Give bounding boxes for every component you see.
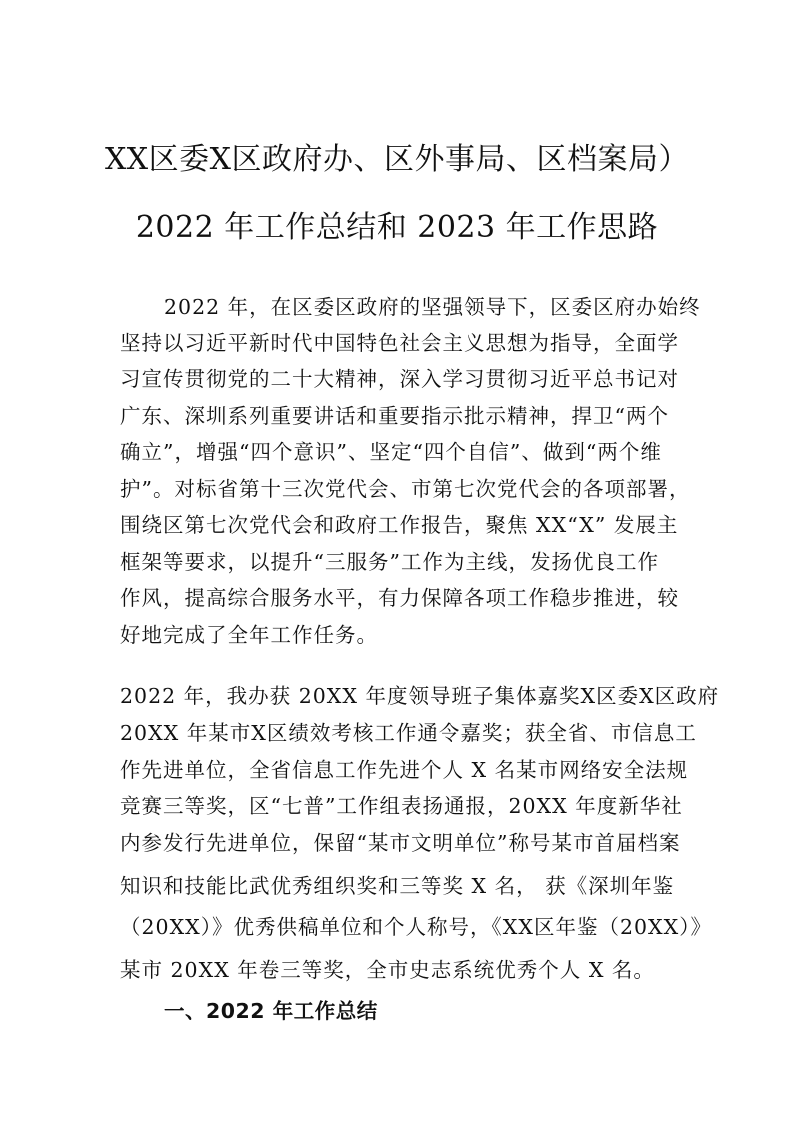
paragraph-line: （20XX）》优秀供稿单位和个人称号，《XX区年鉴（20XX）》 [120,915,712,939]
paragraph-line: 作先进单位，全省信息工作先进个人 X 名某市网络安全法规 [120,758,689,782]
paragraph-line: 2022 年，我办获 20XX 年度领导班子集体嘉奖X区委X区政府 [120,684,720,708]
paragraph-line: 作风，提高综合服务水平，有力保障各项工作稳步推进，较 [120,586,679,610]
document-title-line-1: XX区委X区政府办、区外事局、区档案局） [104,142,690,177]
paragraph-line: 某市 20XX 年卷三等奖，全市史志系统优秀个人 X 名。 [120,958,655,982]
paragraph-line: 围绕区第七次党代会和政府工作报告，聚焦 XX“X” 发展主 [120,513,679,537]
paragraph-line: 框架等要求，以提升“三服务”工作为主线，发扬优良工作 [120,550,659,574]
paragraph-line: 内参发行先进单位，保留“某市文明单位”称号某市首届档案 [120,831,681,855]
paragraph-line: 知识和技能比武优秀组织奖和三等奖 X 名， 获《深圳年鉴 [120,874,675,898]
paragraph-line: 20XX 年某市X区绩效考核工作通令嘉奖；获全省、市信息工 [120,721,697,745]
paragraph-line: 竞赛三等奖，区“七普”工作组表扬通报，20XX 年度新华社 [120,794,683,818]
paragraph-line: 2022 年，在区委区政府的坚强领导下，区委区府办始终 [164,295,701,319]
paragraph-line: 护”。对标省第十三次党代会、市第七次党代会的各项部署， [120,477,691,501]
paragraph-line: 好地完成了全年工作任务。 [120,623,378,647]
paragraph-line: 习宣传贯彻党的二十大精神，深入学习贯彻习近平总书记对 [120,367,679,391]
section-heading: 一、2022 年工作总结 [164,999,378,1023]
paragraph-line: 广东、深圳系列重要讲话和重要指示批示精神，捍卫“两个 [120,404,669,428]
document-title-line-2: 2022 年工作总结和 2023 年工作思路 [135,210,659,245]
paragraph-line: 确立”，增强“四个意识”、坚定“四个自信”、做到“两个维 [120,440,662,464]
paragraph-line: 坚持以习近平新时代中国特色社会主义思想为指导，全面学 [120,331,679,355]
